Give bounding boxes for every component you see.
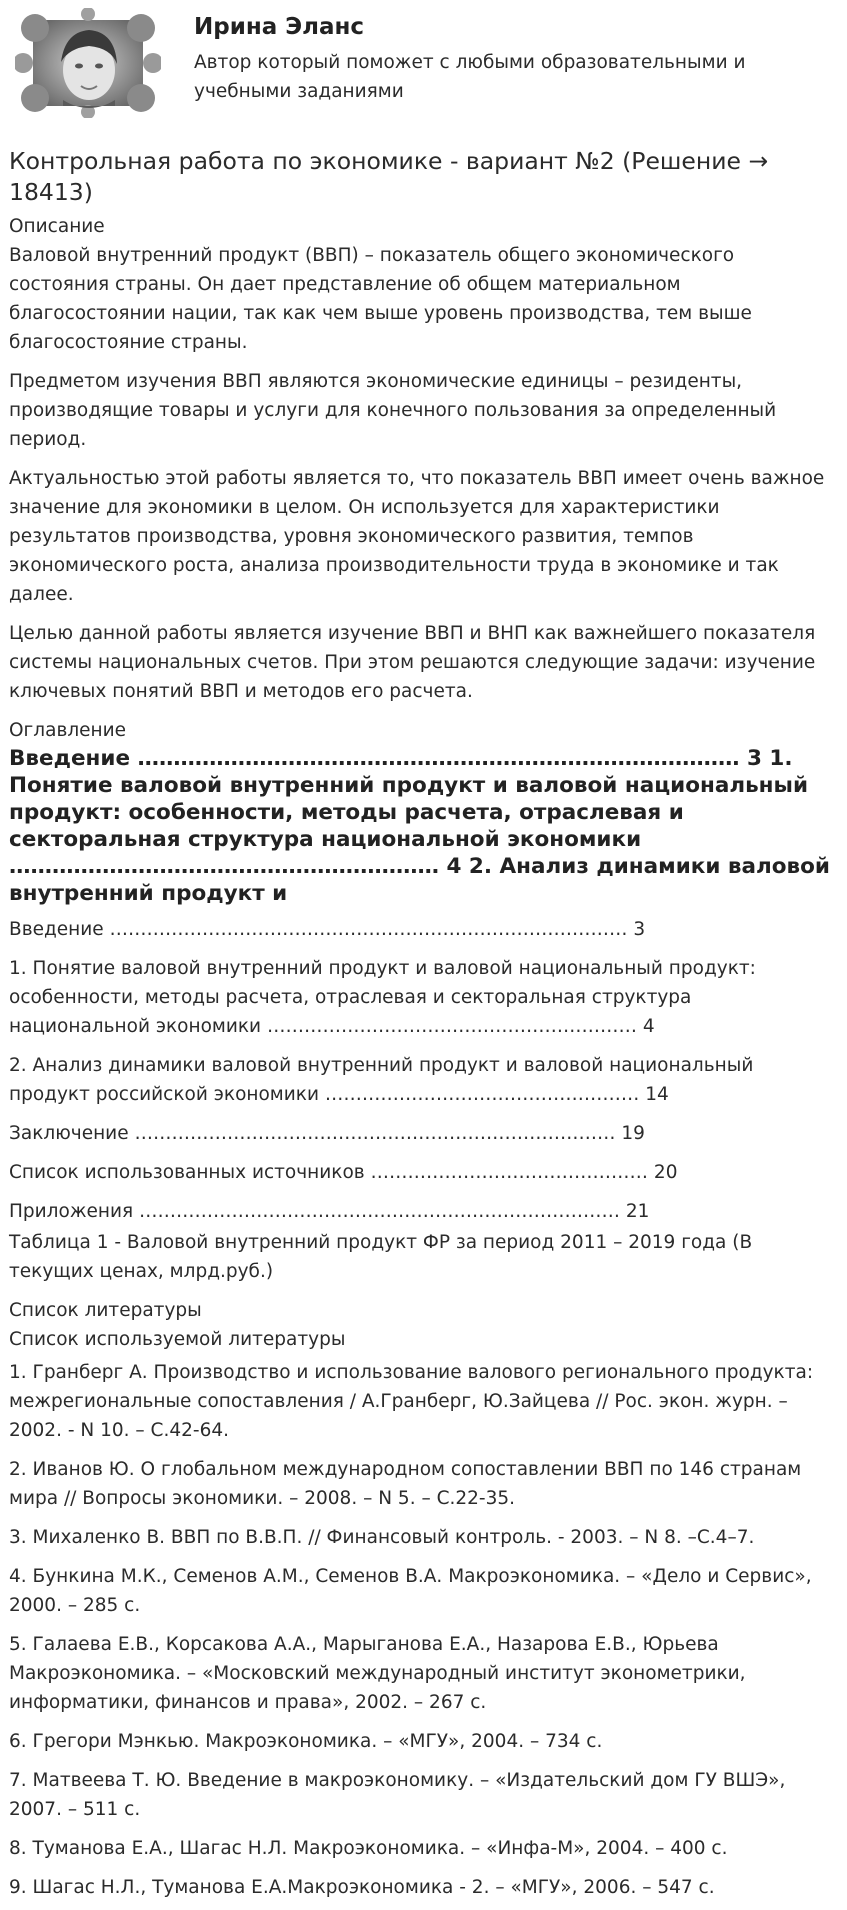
description-label: Описание (9, 216, 105, 237)
references-list (9, 1358, 838, 1902)
reference-item: 3. Михаленко В. ВВП по В.В.П. // Финансовый контроль. - 2003. – N 8. –С.4–7. (9, 1527, 755, 1548)
references-sublabel: Список используемой литературы (9, 1329, 346, 1350)
page-title: Контрольная работа по экономике - вариант №2 (Решение → 18413) (9, 147, 769, 206)
reference-item: 9. Шагас Н.Л., Туманова Е.А.Макроэкономика - 2. – «МГУ», 2006. – 547 с. (9, 1877, 715, 1898)
reference-item: 4. Бункина М.К., Семенов А.М., Семенов В.А. Макроэкономика. – «Дело и Сервис», 2000. – 285 с. (9, 1566, 812, 1616)
author-avatar[interactable] (15, 8, 161, 118)
description-paragraph: Целью данной работы является изучение ВВП и ВНП как важнейшего показателя системы национальных счетов. При этом решаются следующие задачи: изучение ключевых понятий ВВП и методов его расчета. (9, 623, 816, 702)
toc-list (9, 915, 838, 1226)
toc-item: Список использованных источников ……………………………………… 20 (9, 1162, 678, 1183)
author-card (9, 0, 838, 146)
reference-item: 1. Гранберг А. Производство и использование валового регионального продукта: межрегиональные сопоставления / А.Гранберг, Ю.Зайцева // Рос. экон. журн. – 2002. - N 10. – С.42-64. (9, 1362, 814, 1441)
author-name[interactable]: Ирина Эланс (194, 14, 365, 40)
toc-item: 1. Понятие валовой внутренний продукт и валовой национальный продукт: особенности, методы расчета, отраслевая и секторальная структура национальной экономики …………………………………………………… 4 (9, 958, 756, 1037)
toc-label: Оглавление (9, 720, 127, 741)
description-body (9, 241, 838, 706)
reference-item: 7. Матвеева Т. Ю. Введение в макроэкономику. – «Издательский дом ГУ ВШЭ», 2007. – 511 с. (9, 1770, 786, 1820)
toc-item: 2. Анализ динамики валовой внутренний продукт и валовой национальный продукт российской экономики …………………………………………… 14 (9, 1055, 754, 1105)
reference-item: 8. Туманова Е.А., Шагас Н.Л. Макроэкономика. – «Инфа-М», 2004. – 400 с. (9, 1838, 728, 1859)
toc-item: Приложения …………………………………………………………………… 21 (9, 1201, 650, 1222)
author-description: Автор который поможет с любыми образовательными и учебными заданиями (194, 52, 746, 102)
author-photo-frame-icon (15, 8, 161, 118)
toc-item: Введение ………………………………………………………………………… 3 (9, 919, 646, 940)
reference-item: 5. Галаева Е.В., Корсакова А.А., Марыганова Е.А., Назарова Е.В., Юрьева Макроэкономика. – «Московский международный институт эконометрики, информатики, финансов и права», 2002. – 267 с. (9, 1634, 746, 1713)
description-paragraph: Предметом изучения ВВП являются экономические единицы – резиденты, производящие товары и услуги для конечного пользования за определенный период. (9, 371, 777, 450)
table-caption: Таблица 1 - Валовой внутренний продукт ФР за период 2011 – 2019 года (В текущих ценах, млрд.руб.) (9, 1232, 753, 1282)
toc-item: Заключение …………………………………………………………………… 19 (9, 1123, 645, 1144)
references-label: Список литературы (9, 1300, 202, 1321)
reference-item: 6. Грегори Мэнкью. Макроэкономика. – «МГУ», 2004. – 734 с. (9, 1731, 603, 1752)
toc-heading: Введение ………………………………………………………………………… 3 1. Понятие валовой внутренний продукт и валовой национальный продукт: особенности, методы расчета, отраслевая и секторальная структура национальной экономики …………………………………………………… 4 2. Анализ динамики валовой внутренний продукт и (9, 746, 830, 906)
description-paragraph: Актуальностью этой работы является то, что показатель ВВП имеет очень важное значение для экономики в целом. Он используется для характеристики результатов производства, уровня экономического развития, темпов экономического роста, анализа производительности труда в экономике и так далее. (9, 468, 825, 605)
description-paragraph: Валовой внутренний продукт (ВВП) – показатель общего экономического состояния страны. Он дает представление об общем материальном благосостоянии нации, так как чем выше уровень производства, тем выше благосостояние страны. (9, 245, 752, 353)
reference-item: 2. Иванов Ю. О глобальном международном сопоставлении ВВП по 146 странам мира // Вопросы экономики. – 2008. – N 5. – С.22-35. (9, 1459, 802, 1509)
